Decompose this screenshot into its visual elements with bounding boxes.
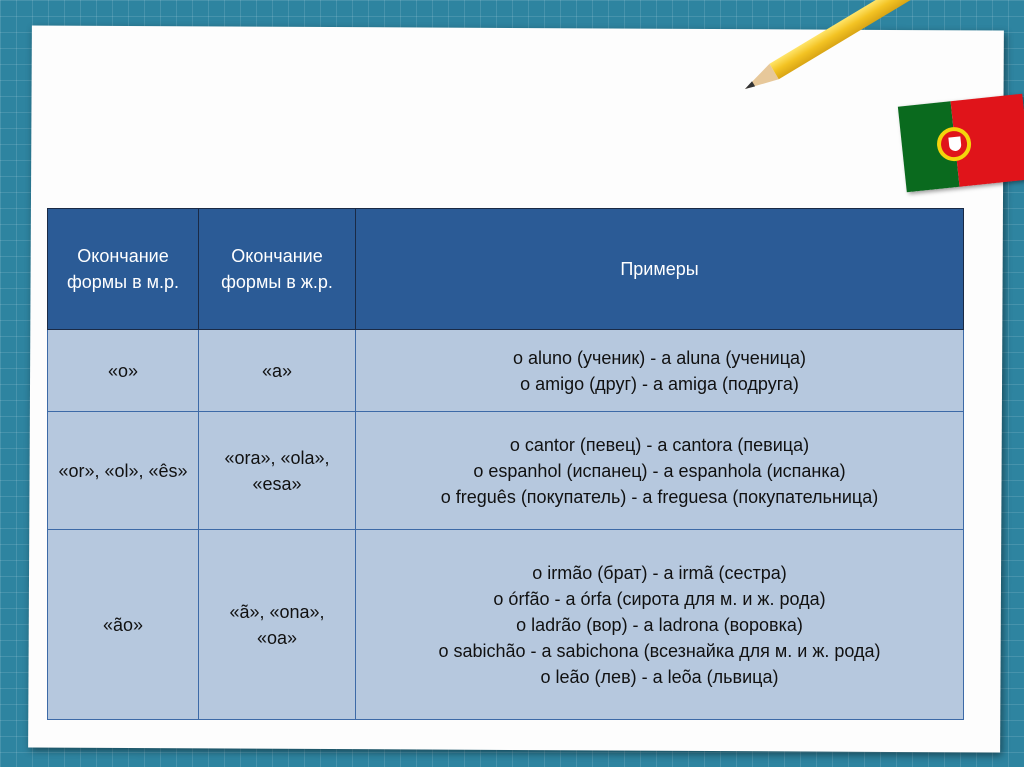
example-line: o leão (лев) - a leõa (львица) bbox=[540, 666, 779, 687]
portugal-flag-icon bbox=[898, 94, 1024, 193]
example-line: o sabichão - a sabichona (всезнайка для м. и ж. рода) bbox=[438, 640, 881, 661]
table-row bbox=[48, 412, 964, 530]
examples-cell bbox=[356, 412, 964, 530]
masc-ending: «o» bbox=[48, 330, 199, 412]
examples-cell bbox=[356, 530, 964, 720]
table-header-row bbox=[48, 209, 964, 330]
example-line: o amigo (друг) - a amiga (подруга) bbox=[520, 373, 799, 394]
masc-ending: «or», «ol», «ês» bbox=[48, 412, 199, 530]
table-row bbox=[48, 330, 964, 412]
header-examples: Примеры bbox=[356, 209, 964, 330]
fem-ending: «ã», «ona», «oa» bbox=[199, 530, 356, 720]
fem-ending: «a» bbox=[199, 330, 356, 412]
example-line: o órfão - a órfa (сирота для м. и ж. рода) bbox=[493, 588, 826, 609]
example-line: o cantor (певец) - a cantora (певица) bbox=[509, 434, 810, 455]
masc-ending: «ão» bbox=[48, 530, 199, 720]
example-line: o irmão (брат) - a irmã (сестра) bbox=[532, 562, 787, 583]
fem-ending: «ora», «ola», «esa» bbox=[199, 412, 356, 530]
endings-table bbox=[47, 208, 964, 720]
example-line: o aluno (ученик) - a aluna (ученица) bbox=[512, 347, 807, 368]
example-line: o espanhol (испанец) - a espanhola (испанка) bbox=[473, 460, 846, 481]
header-feminine: Окончание формы в ж.р. bbox=[199, 209, 356, 330]
examples-cell bbox=[356, 330, 964, 412]
table-row bbox=[48, 530, 964, 720]
header-masculine: Окончание формы в м.р. bbox=[48, 209, 199, 330]
example-line: o freguês (покупатель) - a freguesa (покупательница) bbox=[440, 486, 879, 507]
example-line: o ladrão (вор) - a ladrona (воровка) bbox=[516, 614, 803, 635]
